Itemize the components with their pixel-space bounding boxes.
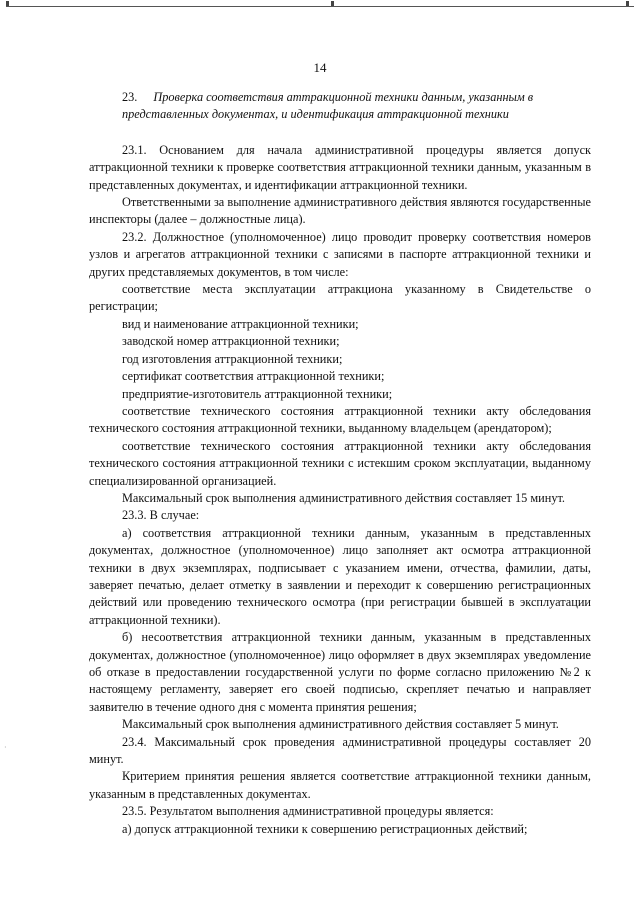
list-item: сертификат соответствия аттракционной техники; — [122, 369, 385, 384]
paragraph: Критерием принятия решения является соответствие аттракционной техники данным, указанным в представленных документах. — [89, 769, 591, 801]
paragraph: а) соответствия аттракционной техники данным, указанным в представленных документах, должностное (уполномоченное) лицо заполняет акт осмотра аттракционной техники в двух экземплярах, подписывает с указанием имени, отчества, фамилии, даты, заверяет печатью, делает отметку в заявлении и переходит к совершению регистрационных действий или проведению технического осмотра (при регистрации бывшей в эксплуатации аттракционной техники). — [89, 525, 591, 627]
paragraph: 23.3. В случае: — [122, 508, 200, 523]
list-item: год изготовления аттракционной техники; — [122, 351, 343, 366]
paragraph: 23.2. Должностное (уполномоченное) лицо проводит проверку соответствия номеров узлов и агрегатов аттракционной техники с записями в паспорте аттракционной техники и других представляемых документов, в том числе: — [89, 229, 591, 279]
paragraph: 23.5. Результатом выполнения административной процедуры является: — [122, 804, 494, 819]
list-item: вид и наименование аттракционной техники; — [122, 316, 359, 331]
scan-mark — [331, 1, 334, 6]
scan-mark — [6, 1, 9, 6]
paragraph: 23.1. Основанием для начала административной процедуры является допуск аттракционной техники к проверке соответствия аттракционной техники данным, указанным в представленных документах, и идентификации аттракционной техники. — [89, 142, 591, 192]
scan-edge — [0, 0, 640, 10]
section-title-line: представленных документах, и идентификация аттракционной техники — [122, 107, 509, 122]
paragraph: а) допуск аттракционной техники к совершению регистрационных действий; — [122, 821, 528, 836]
paragraph: Максимальный срок выполнения административного действия составляет 5 минут. — [122, 717, 559, 732]
page-number: 14 — [313, 60, 327, 75]
paragraph: б) несоответствия аттракционной техники данным, указанным в представленных документах, должностное (уполномоченное) лицо оформляет в двух экземплярах уведомление об отказе в предоставлении государственной услуги по форме согласно приложению №2 к настоящему регламенту, заверяет его своей подписью, скрепляет печатью и направляет заявителю в течение одного дня с момента принятия решения; — [89, 630, 591, 714]
scan-edge-line — [6, 6, 634, 7]
section-heading — [89, 89, 591, 124]
list-item: соответствие технического состояния аттракционной техники акту обследования технического состояния аттракционной техники с истекшим сроком эксплуатации, выданному специализированной организацией. — [89, 438, 591, 488]
section-number: 23. — [122, 90, 138, 104]
section-title-line: Проверка соответствия аттракционной техники данным, указанным в — [153, 90, 534, 104]
paragraph: 23.4. Максимальный срок проведения административной процедуры составляет 20 минут. — [89, 734, 591, 767]
paragraph: Максимальный срок выполнения административного действия составляет 15 минут. — [122, 490, 565, 505]
list-item: соответствие места эксплуатации аттракциона указанному в Свидетельстве о регистрации; — [89, 282, 591, 314]
scan-speck: · — [4, 743, 7, 752]
document-body — [89, 89, 591, 838]
scan-mark — [626, 1, 629, 6]
list-item: предприятие-изготовитель аттракционной техники; — [122, 386, 393, 401]
list-item: соответствие технического состояния аттракционной техники акту обследования технического состояния аттракционной техники, выданному владельцем (арендатором); — [89, 403, 591, 436]
paragraph: Ответственными за выполнение административного действия являются государственные инспекторы (далее – должностные лица). — [89, 195, 591, 227]
list-item: заводской номер аттракционной техники; — [122, 334, 340, 349]
